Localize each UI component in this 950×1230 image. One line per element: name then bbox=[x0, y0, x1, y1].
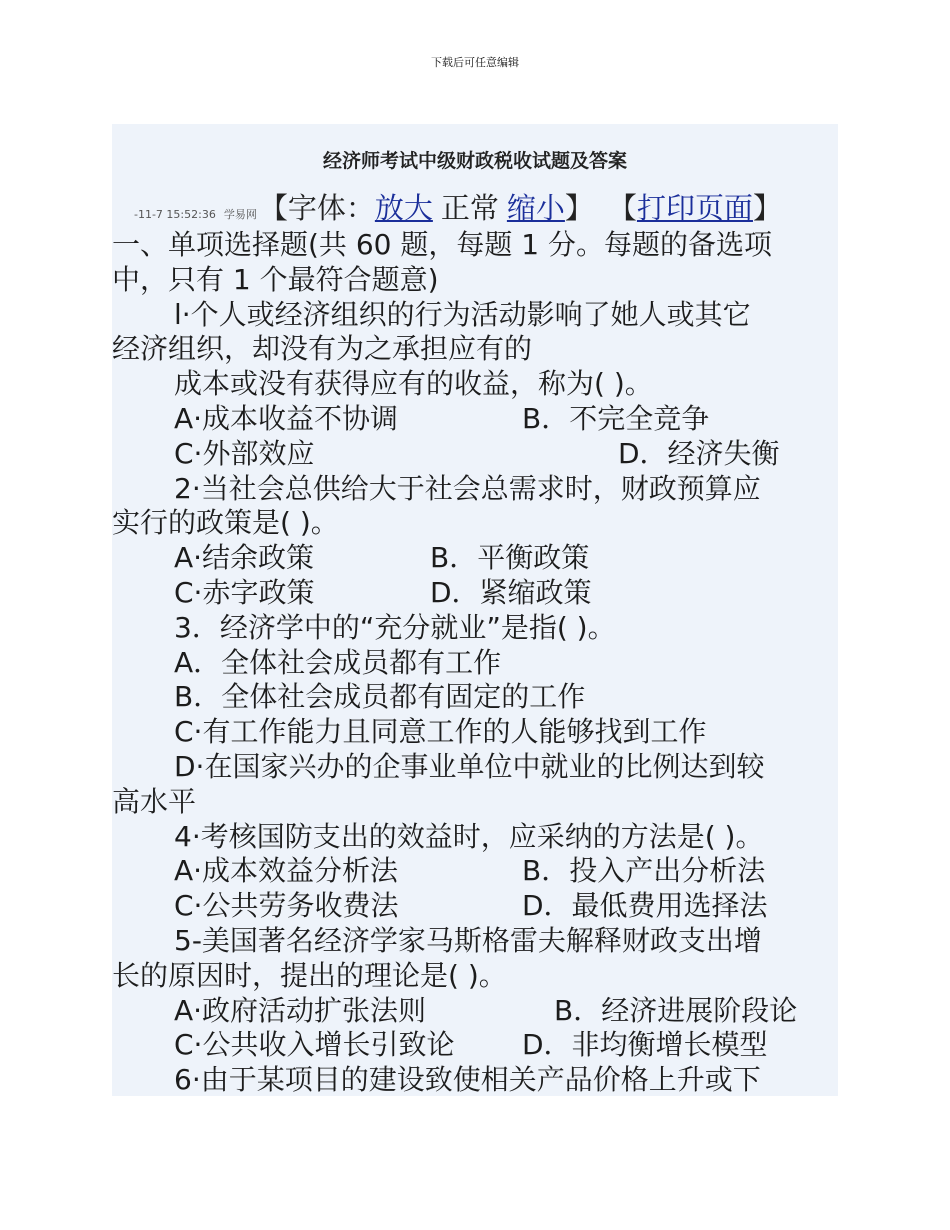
header-note: 下载后可任意编辑 bbox=[431, 56, 519, 69]
source-label: 学易网 bbox=[223, 208, 257, 221]
option-d: D·在国家兴办的企事业单位中就业的比例达到较 bbox=[174, 749, 765, 783]
font-shrink-link[interactable]: 缩小 bbox=[506, 191, 565, 225]
option-c: C·有工作能力且同意工作的人能够找到工作 bbox=[174, 715, 707, 749]
section-heading-cont: 中，只有 1 个最符合题意) bbox=[112, 262, 439, 296]
section-heading: 一、单项选择题(共 60 题，每题 1 分。每题的备选项 bbox=[112, 228, 772, 261]
font-size-label: 【字体： bbox=[258, 191, 375, 225]
font-enlarge-link[interactable]: 放大 bbox=[374, 191, 433, 225]
option-b: B．经济进展阶段论 bbox=[554, 993, 798, 1027]
question-text: l·个人或经济组织的行为活动影响了她人或其它 bbox=[174, 297, 751, 331]
option-d: D．非均衡增长模型 bbox=[522, 1028, 768, 1062]
option-d-cont: 高水平 bbox=[112, 784, 197, 818]
option-c: C·公共收入增长引致论 bbox=[174, 1028, 455, 1062]
option-row bbox=[112, 541, 838, 576]
option-b: B．投入产出分析法 bbox=[522, 854, 766, 888]
question-text: 6·由于某项目的建设致使相关产品价格上升或下 bbox=[174, 1063, 761, 1096]
post-date: -11-7 15:52:36 bbox=[134, 208, 216, 221]
article-panel bbox=[112, 124, 838, 1096]
option-c: C·外部效应 bbox=[174, 436, 315, 470]
question-text: 5-美国著名经济学家马斯格雷夫解释财政支出增 bbox=[174, 923, 762, 957]
question-text: 4·考核国防支出的效益时，应采纳的方法是( )。 bbox=[174, 819, 764, 853]
option-b: B．平衡政策 bbox=[430, 541, 590, 575]
question-text: 实行的政策是( )。 bbox=[112, 506, 339, 540]
meta-row bbox=[134, 186, 782, 227]
option-row bbox=[112, 889, 838, 924]
option-row bbox=[112, 854, 838, 889]
font-bracket-close: 】 bbox=[564, 191, 594, 225]
question-text: 3．经济学中的“充分就业”是指( )。 bbox=[174, 610, 616, 644]
option-d: D．经济失衡 bbox=[618, 436, 780, 470]
option-b: B．全体社会成员都有固定的工作 bbox=[174, 680, 586, 714]
option-a: A·成本效益分析法 bbox=[174, 854, 399, 888]
option-row bbox=[112, 576, 838, 611]
print-bracket-open: 【 bbox=[607, 191, 637, 225]
option-a: A·成本收益不协调 bbox=[174, 401, 399, 435]
print-page-link[interactable]: 打印页面 bbox=[636, 191, 753, 225]
option-c: C·赤字政策 bbox=[174, 575, 315, 609]
question-text: 经济组织，却没有为之承担应有的 bbox=[112, 332, 533, 366]
option-row bbox=[112, 994, 838, 1029]
font-normal-link[interactable]: 正常 bbox=[440, 191, 499, 225]
question-content bbox=[112, 228, 838, 1096]
option-d: D．紧缩政策 bbox=[430, 575, 592, 609]
option-d: D．最低费用选择法 bbox=[522, 889, 768, 923]
option-row bbox=[112, 402, 838, 437]
option-a: A．全体社会成员都有工作 bbox=[174, 645, 502, 679]
print-bracket-close: 】 bbox=[752, 191, 782, 225]
question-text: 长的原因时，提出的理论是( )。 bbox=[112, 958, 507, 992]
option-row bbox=[112, 437, 838, 472]
option-c: C·公共劳务收费法 bbox=[174, 889, 399, 923]
option-a: A·政府活动扩张法则 bbox=[174, 993, 427, 1027]
option-row bbox=[112, 1028, 838, 1063]
question-text: 2·当社会总供给大于社会总需求时，财政预算应 bbox=[174, 471, 761, 505]
option-b: B．不完全竞争 bbox=[522, 401, 710, 435]
question-text: 成本或没有获得应有的收益，称为( )。 bbox=[174, 367, 653, 401]
option-a: A·结余政策 bbox=[174, 541, 315, 575]
page-title: 经济师考试中级财政税收试题及答案 bbox=[322, 150, 627, 172]
